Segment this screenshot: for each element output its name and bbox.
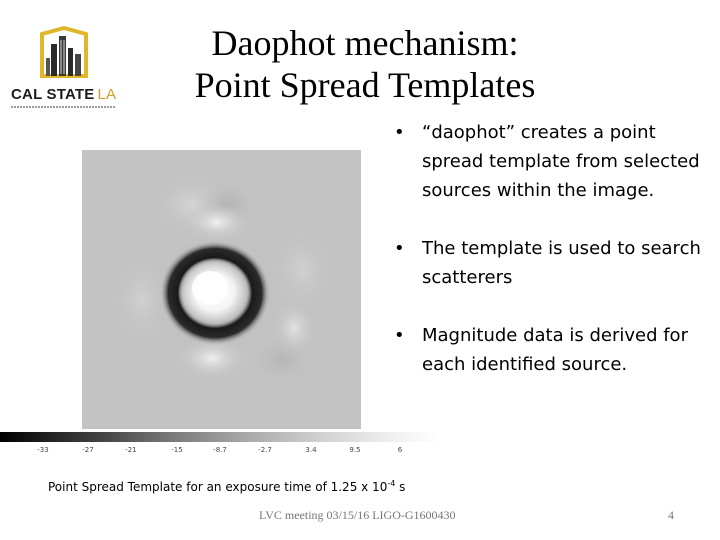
logo-wordmark: CAL STATE LA: [11, 86, 117, 103]
colorbar-tick: -8.7: [213, 446, 227, 454]
figure-caption: Point Spread Template for an exposure time of 1.25 x $10^{-4}$ s: [48, 479, 406, 494]
bullet-text: Magnitude data is derived for each identified source.: [422, 325, 688, 375]
slide-title-line-2: Point Spread Templates: [194, 65, 536, 105]
colorbar-tick: -15: [171, 446, 183, 454]
bullet-item: [390, 321, 710, 379]
colorbar-tick: -27: [82, 446, 94, 454]
bullet-dot-icon: •: [394, 238, 405, 259]
cal-state-la-logo: [8, 26, 120, 112]
slide-footer: LVC meeting 03/15/16 LIGO-G1600430: [259, 508, 456, 522]
colorbar-tick: -21: [125, 446, 137, 454]
colorbar: [0, 432, 440, 442]
bullet-dot-icon: •: [394, 122, 405, 143]
bullet-dot-icon: •: [394, 325, 405, 346]
bullet-text: “daophot” creates a point spread template from selected sources within the image.: [422, 122, 700, 201]
logo-tagline-rule: [11, 106, 116, 108]
colorbar-tick: -2.7: [258, 446, 272, 454]
colorbar-tick: 6: [397, 446, 403, 454]
slide-title-line-1: Daophot mechanism:: [211, 23, 519, 63]
bullet-text: The template is used to search scatterers: [422, 238, 701, 288]
colorbar-tick: -33: [37, 446, 49, 454]
colorbar-tick: 9.5: [349, 446, 361, 454]
bullet-item: [390, 234, 710, 292]
building-emblem-icon: [38, 26, 90, 82]
bullet-list: [390, 118, 710, 408]
page-number: 4: [668, 508, 674, 522]
colorbar-ticks: [0, 446, 440, 458]
psf-template-image: [82, 150, 361, 429]
slide-title: [150, 22, 580, 106]
colorbar-tick: 3.4: [305, 446, 317, 454]
bullet-item: [390, 118, 710, 205]
